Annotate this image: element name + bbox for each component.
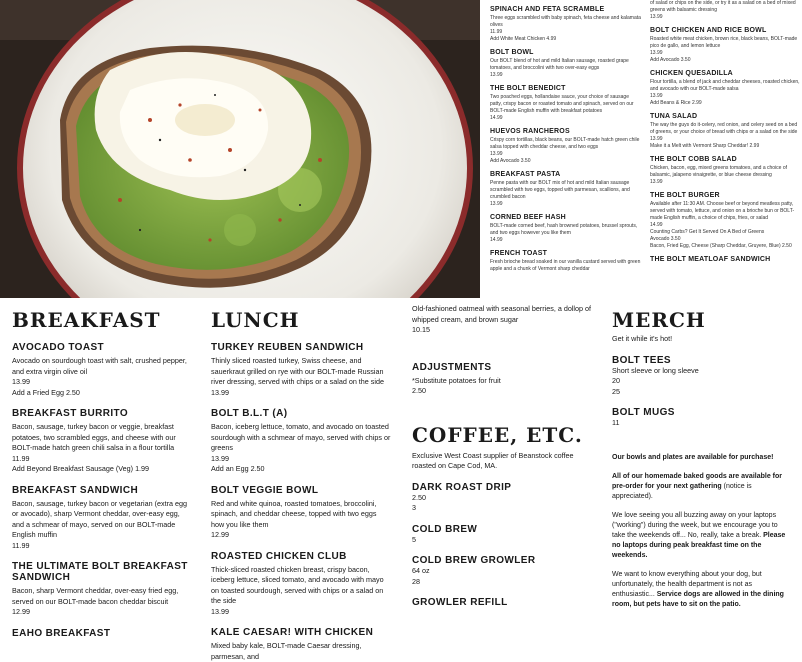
note-dogs: We want to know everything about your dog, but unfortunately, the health department is not as enthusiastic... Service dogs are allowed in the dining room, but pets have to sit on the patio.: [612, 570, 784, 608]
menu-item: [211, 342, 391, 398]
bottom-menu: [0, 298, 800, 661]
menu-item-detail: 13.99: [650, 179, 663, 185]
menu-item-description: Thick-sliced roasted chicken breast, crispy bacon, iceberg lettuce, sliced tomato, and avocado with mayo on toasted sourdough, served with chips or a salad on the side: [211, 564, 384, 605]
menu-item-description: Available after 11:30 AM. Choose beef or beyond meatless patty, served with tomato, lettuce, and onion on a brioche bun or BOLT-made English muffin, a choice of chips, fries, or salad: [650, 201, 795, 221]
menu-item-detail: 64 oz: [412, 566, 430, 575]
menu-item: [650, 256, 802, 263]
menu-item-description: Roasted white meat chicken, brown rice, black beans, BOLT-made pico de gallo, and lemon lettuce: [650, 36, 798, 49]
top-menu-column-left: [490, 0, 642, 277]
menu-item-description: Chicken, bacon, egg, mixed greens tomatoes, and a choice of balsamic, jalapeno vinaigrette, or blue cheese dressing: [650, 165, 788, 178]
menu-item-detail: Add an Egg 2.50: [211, 464, 265, 473]
menu-item: [490, 171, 642, 208]
menu-item-detail: 11.99: [12, 453, 30, 463]
coffee-desc: Exclusive West Coast supplier of Beanstock coffee roasted on Cape Cod, MA.: [412, 450, 574, 470]
menu-item: [612, 355, 792, 398]
menu-item-name: COLD BREW GROWLER: [412, 555, 536, 566]
menu-item-detail: 12.99: [211, 530, 229, 539]
menu-item-detail: 13.99: [650, 50, 663, 56]
menu-item-name: GROWLER REFILL: [412, 597, 508, 608]
menu-item-description: Crispy corn tortillas, black beans, our BOLT-made hatch green chile salsa topped with cheddar cheese, and two eggs: [490, 137, 640, 150]
menu-item-detail: 11: [612, 418, 620, 427]
menu-item-detail: 14.99: [490, 237, 503, 243]
menu-item-detail: Add Beans & Rice 2.99: [650, 100, 702, 106]
menu-item-name: COLD BREW: [412, 523, 478, 535]
menu-item-detail: 13.99: [490, 72, 503, 78]
menu-item-description: Three eggs scrambled with baby spinach, feta cheese and kalamata olives: [490, 15, 641, 28]
menu-item-detail: Counting Carbs? Get It Served On A Bed of Greens: [650, 229, 765, 235]
menu-item: [12, 628, 192, 639]
menu-item: [211, 485, 391, 541]
adjustments-price: 2.50: [412, 386, 426, 395]
menu-item-description: Bacon, sausage, turkey bacon or veggie, breakfast potatoes, two scrambled eggs, and cheese with our BOLT-made hatch green chili salsa in a flour tortilla: [12, 422, 176, 452]
menu-item-name: TUNA SALAD: [650, 113, 698, 120]
menu-item-name: EAHO BREAKFAST: [12, 627, 111, 639]
menu-item-detail: 13.99: [211, 606, 229, 616]
menu-item: [12, 561, 192, 618]
coffee-title: COFFEE, ETC.: [412, 422, 583, 447]
menu-item: [12, 408, 192, 475]
merch-title: MERCH: [612, 308, 706, 332]
menu-item: [650, 113, 802, 150]
menu-item: [211, 551, 391, 618]
avocado-toast-illustration: [0, 0, 480, 298]
menu-item: [412, 524, 598, 546]
menu-item: [12, 342, 192, 398]
menu-item: [211, 627, 391, 662]
menu-item-description: BOLT-made corned beef, hash browned potatoes, brussel sprouts, and two eggs however you like them: [490, 223, 638, 236]
adjustments-name: ADJUSTMENTS: [412, 361, 492, 373]
menu-item-detail: Add a Fried Egg 2.50: [12, 387, 80, 397]
merch-subtitle: Get it while it's hot!: [612, 334, 673, 343]
menu-item-name: CORNED BEEF HASH: [490, 214, 566, 221]
menu-item-detail: 12.99: [12, 607, 30, 616]
lunch-section: [211, 298, 391, 661]
menu-item: [412, 482, 598, 514]
menu-item-name: BREAKFAST PASTA: [490, 171, 561, 178]
breakfast-section: [12, 298, 192, 639]
note-bowls: Our bowls and plates are available for purchase!: [612, 453, 774, 461]
menu-item-detail: Add Avocado 3.50: [650, 57, 691, 63]
merch-notes: [612, 453, 792, 610]
menu-item: [412, 555, 598, 587]
menu-item-description: Bacon, sharp Vermont cheddar, over-easy fried egg, served on our BOLT-made bacon cheddar biscuit: [12, 586, 179, 606]
menu-item-name: DARK ROAST DRIP: [412, 481, 512, 493]
menu-item-name: BOLT VEGGIE BOWL: [211, 484, 319, 496]
menu-item-detail: 13.99: [211, 387, 229, 397]
menu-item-detail: 2.50: [412, 492, 426, 502]
top-menu-crop: [480, 0, 800, 298]
menu-item-name: FRENCH TOAST: [490, 250, 548, 257]
menu-item-description: Bacon, iceberg lettuce, tomato, and avocado on toasted sourdough with a schmear of mayo, served with chips or greens: [211, 422, 391, 452]
menu-item-description: Flour tortilla, a blend of jack and cheddar cheeses, roasted chicken, and avocado with our BOLT-made salsa: [650, 79, 800, 92]
menu-item: [490, 6, 642, 43]
intro-desc: of salad or chips on the side, or try it as a salad on a bed of mixed greens with balsamic dressing: [650, 0, 796, 13]
oatmeal-price: 10.15: [412, 325, 430, 334]
menu-item-name: AVOCADO TOAST: [12, 342, 105, 353]
menu-item-detail: Make it a Melt with Vermont Sharp Cheddar! 2.99: [650, 143, 760, 149]
menu-item-description: Fresh brioche bread soaked in our vanilla custard served with green apple and a chunk of Vermont sharp cheddar: [490, 259, 641, 272]
menu-item-name: BOLT CHICKEN AND RICE BOWL: [650, 27, 767, 34]
menu-item: [490, 49, 642, 79]
menu-item-name: BOLT B.L.T (A): [211, 408, 288, 419]
menu-item-name: THE ULTIMATE BOLT BREAKFAST SANDWICH: [12, 561, 188, 583]
breakfast-title: BREAKFAST: [12, 308, 161, 332]
menu-item-name: ROASTED CHICKEN CLUB: [211, 550, 347, 562]
menu-item: [12, 485, 192, 552]
coffee-section: [412, 298, 598, 608]
menu-item-description: The way the guys do it-celery, red onion, and celery seed on a bed of greens, or your choice of bread with chips or a salad on the side: [650, 122, 798, 135]
menu-item-name: KALE CAESAR! WITH CHICKEN: [211, 627, 374, 638]
menu-item: [490, 85, 642, 122]
top-menu-column-right: [650, 0, 802, 267]
menu-item-name: HUEVOS RANCHEROS: [490, 128, 570, 135]
menu-item: [650, 70, 802, 107]
menu-item-description: Red and white quinoa, roasted tomatoes, broccolini, spinach, and cheddar cheese, topped with two eggs how you like them: [211, 498, 377, 529]
menu-item-detail: 13.99: [490, 201, 503, 207]
menu-item-name: CHICKEN QUESADILLA: [650, 70, 733, 77]
menu-item-name: THE BOLT BURGER: [650, 192, 720, 199]
menu-item-name: BREAKFAST BURRITO: [12, 408, 129, 419]
menu-item-detail: 14.99: [650, 222, 663, 228]
menu-item-detail: 11.99: [12, 540, 30, 550]
menu-item-detail: 5: [412, 534, 416, 544]
food-photo: [0, 0, 480, 298]
menu-item-name: BREAKFAST SANDWICH: [12, 484, 139, 496]
menu-item-detail: 14.99: [490, 115, 503, 121]
menu-item-detail: 11.99: [490, 29, 503, 35]
menu-item-detail: 13.99: [211, 453, 229, 463]
oatmeal-desc: Old-fashioned oatmeal with seasonal berries, a dollop of whipped cream, and brown sugar: [412, 304, 591, 324]
note-laptops: We love seeing you all buzzing away on your laptops ("working") during the week, but we encourage you to take the weekends off... No, really, take a break. Please no laptops during peak breakfast time on the weekends.: [612, 511, 786, 559]
menu-item: [490, 250, 642, 273]
menu-item-description: Mixed baby kale, BOLT-made Caesar dressing, parmesan, and: [211, 641, 362, 661]
adjustments-desc: *Substitute potatoes for fruit: [412, 375, 501, 385]
menu-item: [650, 192, 802, 250]
intro-price: 13.99: [650, 14, 663, 20]
menu-item-detail: Add White Meat Chicken 4.99: [490, 36, 557, 42]
menu-item: [211, 408, 391, 475]
menu-item-description: Our BOLT blend of hot and mild Italian sausage, roasted grape tomatoes, and broccolini with two over-easy eggs: [490, 58, 629, 71]
menu-item-detail: 3: [412, 503, 416, 512]
menu-item: [650, 156, 802, 186]
menu-item: [612, 407, 792, 429]
menu-item-name: THE BOLT COBB SALAD: [650, 156, 737, 163]
menu-item-detail: 25: [612, 386, 620, 396]
note-baked-goods: All of our homemade baked goods are available for pre-order for your next gathering (notice is appreciated).: [612, 472, 782, 500]
merch-section: [612, 298, 792, 608]
menu-item-detail: Avocado 3.50: [650, 236, 681, 242]
menu-item-description: Bacon, sausage, turkey bacon or vegetarian (extra egg or avocado), sharp Vermont cheddar, over-easy egg, and a schmear of mayo, served on our BOLT-made English muffin: [12, 498, 188, 539]
menu-item: [490, 128, 642, 165]
menu-item-detail: Add Beyond Breakfast Sausage (Veg) 1.99: [12, 464, 150, 473]
menu-item: [412, 597, 598, 608]
menu-item-name: BOLT BOWL: [490, 49, 534, 56]
menu-item-description: Penne pasta with our BOLT mix of hot and mild Italian sausage scrambled with two eggs, topped with parmesan, scallions, and crumbled bacon: [490, 180, 630, 200]
menu-item: [490, 214, 642, 244]
menu-item-detail: 20: [612, 376, 620, 385]
menu-item-description: Two poached eggs, hollandaise sauce, your choice of sausage patty, crispy bacon or roasted tomato and spinach, served on our BOLT-made English muffin with breakfast potatoes: [490, 94, 634, 114]
menu-item-detail: 13.99: [12, 377, 30, 386]
menu-item-detail: 13.99: [650, 93, 663, 99]
menu-item-name: TURKEY REUBEN SANDWICH: [211, 342, 364, 353]
menu-item-detail: Add Avocado 3.50: [490, 158, 531, 164]
menu-item-name: SPINACH AND FETA SCRAMBLE: [490, 6, 605, 13]
menu-item-detail: 28: [412, 576, 420, 586]
menu-item-description: Avocado on sourdough toast with salt, crushed pepper, and extra virgin olive oil: [12, 356, 187, 376]
menu-item-detail: Bacon, Fried Egg, Cheese (Sharp Cheddar, Gruyere, Blue) 2.50: [650, 243, 792, 249]
lunch-title: LUNCH: [211, 308, 300, 332]
menu-item-detail: 13.99: [490, 151, 503, 157]
menu-item-name: BOLT TEES: [612, 354, 671, 366]
menu-item-description: Thinly sliced roasted turkey, Swiss cheese, and sauerkraut grilled on rye with our BOLT-made Russian river dressing, served with chips or a salad on the side: [211, 356, 384, 386]
menu-item-name: THE BOLT MEATLOAF SANDWICH: [650, 256, 771, 263]
menu-item-detail: 13.99: [650, 136, 663, 142]
menu-item-name: THE BOLT BENEDICT: [490, 85, 566, 92]
menu-item: [650, 27, 802, 64]
menu-item-name: BOLT MUGS: [612, 407, 675, 418]
menu-item-detail: Short sleeve or long sleeve: [612, 365, 699, 375]
